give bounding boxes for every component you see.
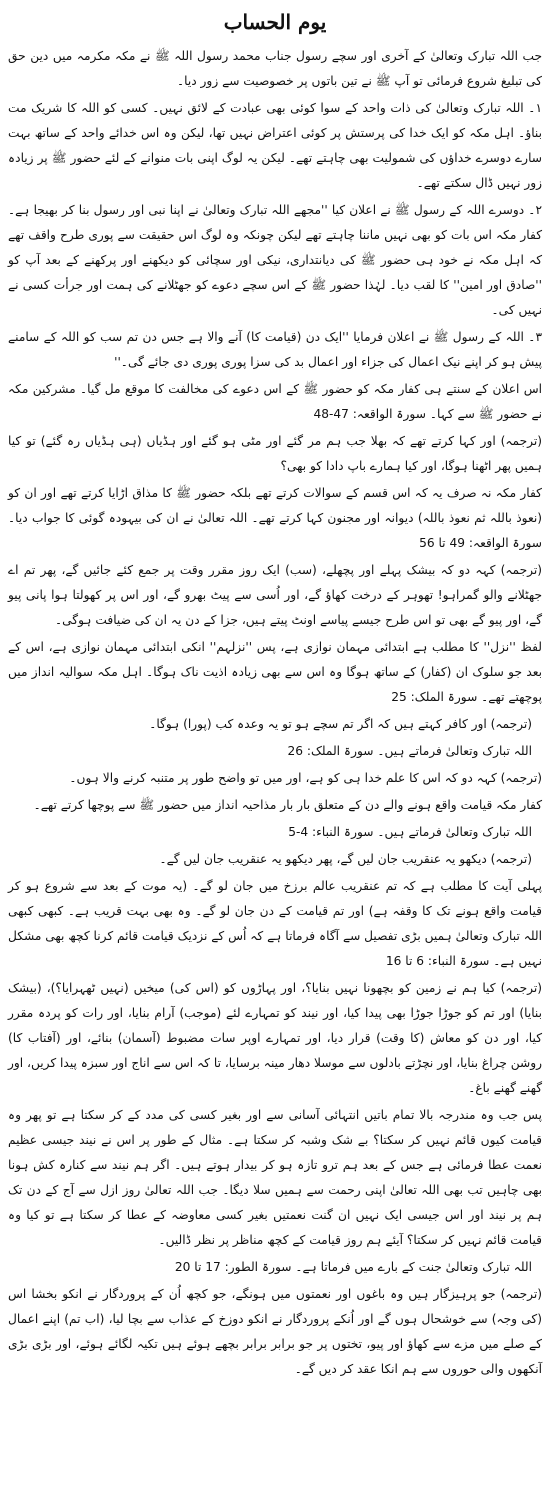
paragraph: اللہ تبارک وتعالیٰ فرماتے ہیں۔ سورۃ الملک: 26 bbox=[287, 744, 532, 758]
paragraph: لفظ ''نزل'' کا مطلب ہے ابتدائی مہمان نوازی ہے، پس ''نزلہم'' انکی ابتدائی مہمان نوازی ہے، اس کے بعد جو سلوک ان (کفار) کے ساتھ ہوگا وہ اس سے بھی زیادہ اذیت ناک ہوگا۔ اہل مکہ سوالیہ انداز میں پوچھتے تھے۔ سورۃ الملک: 25 bbox=[8, 640, 542, 704]
paragraph: (ترجمہ) دیکھو یہ عنقریب جان لیں گے، پھر دیکھو یہ عنقریب جان لیں گے۔ bbox=[159, 852, 532, 866]
page-title: یوم الحساب bbox=[223, 10, 327, 34]
paragraph: کفار مکہ نہ صرف یہ کہ اس قسم کے سوالات کرتے تھے بلکہ حضور ﷺ کا مذاق اڑایا کرتے تھے اور ان کو (نعوذ باللہ ثم نعوذ باللہ) دیوانہ اور مجنون کہا کرتے تھے۔ اللہ تعالیٰ نے ان کی بیہودہ گوئی کا جواب دیا۔ سورۃ الواقعہ: 49 تا 56 bbox=[8, 486, 542, 550]
paragraph: اللہ تبارک وتعالیٰ فرماتے ہیں۔ سورۃ النباء: 4-5 bbox=[288, 825, 532, 839]
paragraph: پس جب وہ مندرجہ بالا تمام باتیں انتہائی آسانی سے اور بغیر کسی کی مدد کے کر سکتا ہے تو پھر وہ قیامت کیوں قائم نہیں کر سکتا؟ بے شک وشبہ کر سکتا ہے۔ مثال کے طور پر اس نے نیند جیسی عظیم نعمت عطا فرمائی ہے جس کے بعد ہم ترو تازہ ہو کر بیدار ہوتے ہیں۔ اگر ہم نیند سے کنارہ کش ہونا بھی چاہیں تب بھی اللہ تعالیٰ اپنی رحمت سے ہمیں سلا دیگا۔ جب اللہ تعالیٰ روز ازل سے آج کے دن تک ہم پر نیند اور اس جیسی ایک نہیں ان گنت نعمتیں بغیر کسی معاوضہ کے عطا کر سکتا ہے تو کیا وہ قیامت قائم نہیں کر سکتا؟ آیئے ہم روز قیامت کے کچھ مناظر پر نظر ڈالیں۔ bbox=[8, 1108, 542, 1247]
paragraph: پہلی آیت کا مطلب ہے کہ تم عنقریب عالم برزخ میں جان لو گے۔ (یہ موت کے بعد سے شروع ہو کر قیامت واقع ہونے تک کا وقفہ ہے) اور تم قیامت کے دن جان لو گے۔ وہ بھی بہت قریب ہے۔ کبھی کبھی اللہ تبارک وتعالیٰ ہمیں بڑی تفصیل سے آگاہ فرماتا ہے کہ اُس کے نزدیک قیامت قائم کرنا کچھ بھی مشکل نہیں ہے۔ سورۃ النباء: 6 تا 16 bbox=[8, 879, 542, 968]
paragraph: اس اعلان کے سنتے ہی کفار مکہ کو حضور ﷺ کے اس دعوے کی مخالفت کا موقع مل گیا۔ مشرکین مکہ نے حضور ﷺ سے کہا۔ سورۃ الواقعہ: 47-48 bbox=[8, 382, 542, 421]
paragraph: ۱۔ اللہ تبارک وتعالیٰ کی ذات واحد کے سوا کوئی بھی عبادت کے لائق نہیں۔ کسی کو اللہ کا شریک مت بناؤ۔ اہل مکہ کو ایک خدا کی پرستش پر کوئی اعتراض نہیں تھا، لیکن وہ اس خدائے واحد کے ساتھ بہت سارے دوسرے خداؤں کی شمولیت بھی چاہتے تھے۔ لیکن یہ لوگ اپنی بات منوانے کے لئے حضور ﷺ پر زیادہ زور نہیں ڈال سکتے تھے۔ bbox=[8, 101, 542, 190]
paragraph: (ترجمہ) کہہ دو کہ اس کا علم خدا ہی کو ہے، اور میں تو واضح طور پر متنبہ کرنے والا ہوں۔ bbox=[69, 771, 542, 785]
paragraph: (ترجمہ) کیا ہم نے زمین کو بچھونا نہیں بنایا؟، اور پہاڑوں کو (اس کی) میخیں (نہیں ٹھہرایا؟)، (بیشک بنایا) اور تم کو جوڑا جوڑا بھی پیدا کیا، اور نیند کو تمہارے لئے (موجب) آرام بنایا، اور رات کو پردہ مقرر کیا، اور دن کو معاش (کا وقت) قرار دیا، اور تمہارے اوپر سات مضبوط (آسمان) بنائے، اور (آفتاب کا) روشن چراغ بنایا، اور نچڑتے بادلوں سے موسلا دھار مینہ برسایا، تا کہ اس سے اناج اور سبزہ پیدا کریں، اور گھنے گھنے باغ۔ bbox=[8, 981, 542, 1095]
paragraph: (ترجمہ) کہہ دو کہ بیشک پہلے اور پچھلے، (سب) ایک روز مقرر وقت پر جمع کئے جائیں گے، پھر تم اے جھٹلانے والو گمراہو! تھوہر کے درخت کھاؤ گے، اور اُسی سے پیٹ بھرو گے، اور اس پر کھولتا ہوا پانی پیو گے، اور پیو گے بھی تو اس طرح جیسے پیاسے اونٹ پیتے ہیں، جزا کے دن یہ ان کی ضیافت ہوگی۔ bbox=[8, 563, 542, 627]
paragraph: جب اللہ تبارک وتعالیٰ کے آخری اور سچے رسول جناب محمد رسول اللہ ﷺ نے مکہ مکرمہ میں دین حق کی تبلیغ شروع فرمائی تو آپ ﷺ نے تین باتوں پر خصوصیت سے زور دیا۔ bbox=[8, 49, 542, 88]
paragraph: ۳۔ اللہ کے رسول ﷺ نے اعلان فرمایا ''ایک دن (قیامت کا) آنے والا ہے جس دن تم سب کو اللہ کے سامنے پیش ہو کر اپنے نیک اعمال کی جزاء اور اعمال بد کی سزا پوری پوری دی جائے گی۔'' bbox=[8, 330, 542, 369]
paragraph: (ترجمہ) اور کافر کہتے ہیں کہ اگر تم سچے ہو تو یہ وعدہ کب (پورا) ہوگا۔ bbox=[149, 717, 532, 731]
paragraph: کفار مکہ قیامت واقع ہونے والے دن کے متعلق بار بار مذاحیہ انداز میں حضور ﷺ سے پوچھا کرتے تھے۔ bbox=[33, 798, 542, 812]
article-body bbox=[8, 44, 542, 1382]
paragraph: (ترجمہ) جو پرہیزگار ہیں وہ باغوں اور نعمتوں میں ہونگے، جو کچھ اُن کے پروردگار نے انکو بخشا اس (کی وجہ) سے خوشحال ہوں گے اور اُنکے پروردگار نے انکو دوزخ کے عذاب سے بچا لیا، (اب تم) اپنے اعمال کے صلے میں مزے سے کھاؤ اور پیو، تختوں پر جو برابر برابر بچھے ہوئے ہیں تکیہ لگائے ہوئے، اور بڑی بڑی آنکھوں والی حوروں سے ہم انکا عقد کر دیں گے۔ bbox=[8, 1287, 542, 1376]
paragraph: ۲۔ دوسرے اللہ کے رسول ﷺ نے اعلان کیا ''مجھے اللہ تبارک وتعالیٰ نے اپنا نبی اور رسول بنا کر بھیجا ہے۔ کفار مکہ اس بات کو بھی نہیں ماننا چاہتے تھے لیکن چونکہ وہ لوگ اس حقیقت سے پوری طرح واقف تھے کہ اہل مکہ نے خود ہی حضور ﷺ کی دیانتداری، نیکی اور سچائی کو دیکھنے اور پرکھنے کے بعد آپ کو ''صادق اور امین'' کا لقب دیا۔ لہٰذا حضور ﷺ کے اس سچے دعوے کو جھٹلانے کی ہمت اور جرأت کسی نے نہیں کی۔ bbox=[8, 203, 542, 317]
paragraph: (ترجمہ) اور کہا کرتے تھے کہ بھلا جب ہم مر گئے اور مٹی ہو گئے اور ہڈیاں (ہی ہڈیاں رہ گئے) تو کیا ہمیں پھر اٹھنا ہوگا، اور کیا ہمارے باپ دادا کو بھی؟ bbox=[8, 434, 542, 473]
paragraph: اللہ تبارک وتعالیٰ جنت کے بارے میں فرماتا ہے۔ سورۃ الطور: 17 تا 20 bbox=[174, 1260, 532, 1274]
